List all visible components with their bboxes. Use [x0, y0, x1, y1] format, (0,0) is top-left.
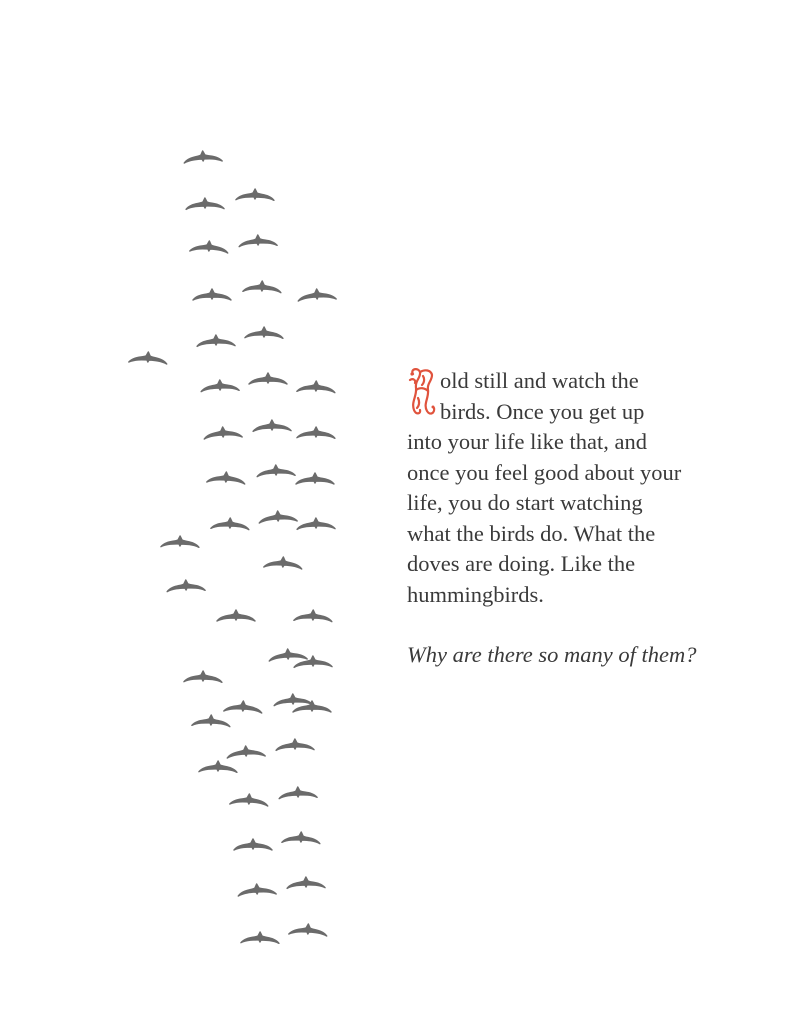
bird-icon — [279, 786, 317, 798]
bird-icon — [201, 379, 239, 391]
bird-icon — [297, 427, 335, 439]
bird-icon — [217, 610, 255, 621]
passage-line: what the birds do. What the — [407, 520, 656, 546]
bird-icon — [236, 189, 274, 201]
bird-icon — [269, 648, 308, 661]
bird-icon — [243, 280, 281, 292]
bird-icon — [227, 745, 266, 758]
bird-icon — [276, 739, 314, 751]
bird-icon — [211, 517, 249, 529]
bird-icon — [184, 150, 223, 163]
passage-line: into your life like that, and — [407, 429, 647, 454]
bird-icon — [298, 288, 337, 301]
bird-icon — [239, 234, 277, 246]
bird-icon — [293, 701, 331, 712]
bird-icon — [224, 700, 263, 713]
closing-question: Why are there so many of them? — [407, 642, 697, 667]
bird-icon — [129, 351, 168, 364]
passage-line: hummingbirds. — [407, 581, 544, 607]
bird-icon — [241, 932, 279, 944]
bird-icon — [190, 240, 229, 253]
paragraph — [407, 366, 767, 610]
bird-icon — [234, 839, 272, 850]
drop-cap-initial — [407, 366, 437, 418]
bird-icon — [207, 471, 246, 484]
bird-icon — [253, 420, 291, 432]
bird-icon — [204, 426, 243, 439]
bird-icon — [257, 464, 295, 476]
passage-line: doves are doing. Like the — [407, 551, 636, 576]
bird-icon — [192, 714, 230, 726]
bird-icon — [289, 923, 328, 936]
bird-icon — [193, 289, 231, 300]
bird-icon — [274, 693, 312, 705]
bird-icon — [296, 473, 334, 484]
bird-icon — [230, 793, 269, 806]
bird-icon — [259, 510, 298, 523]
bird-icon — [161, 536, 199, 548]
passage-line: old still and watch the — [440, 368, 639, 393]
bird-icon — [297, 518, 335, 530]
bird-icon — [186, 198, 224, 210]
bird-icon — [184, 671, 222, 683]
bird-icon — [294, 609, 332, 621]
passage-line: once you feel good about your — [407, 459, 682, 485]
passage-line: birds. Once you get up — [440, 398, 645, 424]
bird-icon — [282, 831, 320, 843]
bird-icon — [287, 877, 325, 889]
bird-icon — [297, 380, 335, 392]
bird-icon — [167, 579, 205, 591]
bird-icon — [249, 373, 287, 384]
bird-icon — [264, 556, 303, 569]
bird-icon — [197, 335, 235, 347]
bird-icon — [238, 883, 277, 896]
passage — [407, 366, 767, 671]
bird-icon — [245, 327, 283, 339]
bird-icon — [199, 761, 237, 773]
passage-line: life, you do start watching — [407, 490, 643, 515]
